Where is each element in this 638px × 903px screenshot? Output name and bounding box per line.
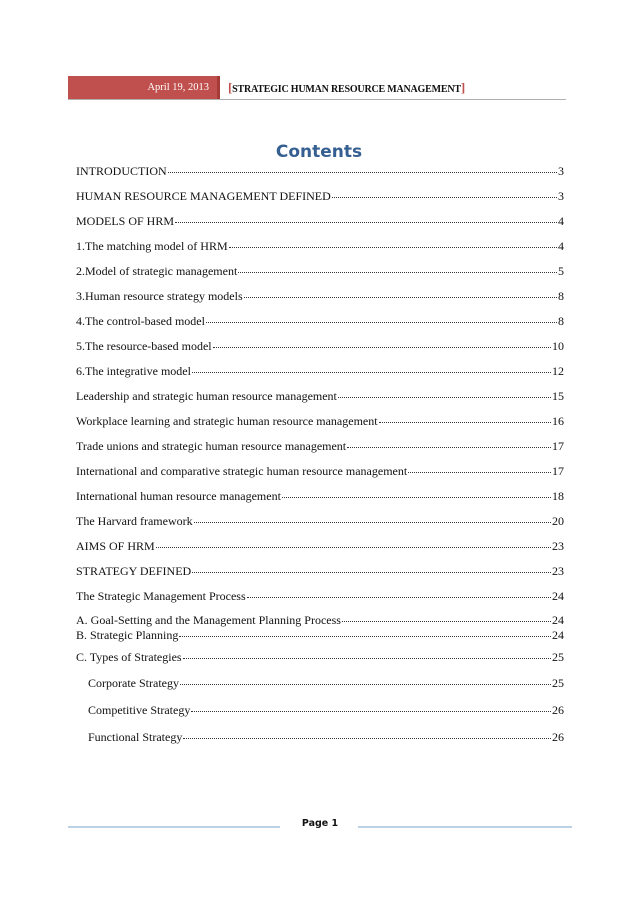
- toc-entry[interactable]: [76, 650, 564, 665]
- toc-entry[interactable]: [76, 464, 564, 479]
- toc-entry-title: AIMS OF HRM: [76, 539, 155, 553]
- toc-leader: [194, 512, 551, 523]
- toc-entry-page: 24: [552, 589, 564, 603]
- toc-leader: [192, 562, 551, 573]
- toc-entry[interactable]: [76, 264, 564, 279]
- toc-entry-title: 3.Human resource strategy models: [76, 289, 243, 303]
- toc-leader: [206, 312, 557, 323]
- header-rule: [68, 99, 566, 100]
- toc-entry[interactable]: [76, 439, 564, 454]
- toc-entry-page: 4: [558, 239, 564, 253]
- toc-leader: [347, 437, 551, 448]
- toc-entry[interactable]: [76, 364, 564, 379]
- toc-entry[interactable]: [76, 314, 564, 329]
- toc-leader: [192, 362, 551, 373]
- toc-entry[interactable]: [76, 514, 564, 529]
- header-date: April 19, 2013: [68, 76, 220, 99]
- toc-heading: Contents: [275, 142, 363, 162]
- toc-leader: [379, 412, 551, 423]
- toc-entry-title: The Harvard framework: [76, 514, 193, 528]
- toc-entry[interactable]: [76, 628, 564, 643]
- toc-leader: [338, 387, 551, 398]
- toc-entry-title: Leadership and strategic human resource management: [76, 389, 337, 403]
- toc-entry-title: HUMAN RESOURCE MANAGEMENT DEFINED: [76, 189, 331, 203]
- page-number: Page 1: [301, 818, 339, 829]
- toc-leader: [229, 237, 557, 248]
- toc-entry[interactable]: [76, 414, 564, 429]
- toc-entry-page: 20: [552, 514, 564, 528]
- toc-entry-page: 24: [552, 628, 564, 642]
- toc-leader: [408, 462, 551, 473]
- toc-entry-page: 23: [552, 539, 564, 553]
- page-header: [68, 76, 566, 100]
- toc-entry-title: International human resource management: [76, 489, 281, 503]
- toc-entry-page: 8: [558, 289, 564, 303]
- toc-leader: [244, 287, 557, 298]
- toc-entry-page: 8: [558, 314, 564, 328]
- toc-entry-title: Competitive Strategy: [88, 703, 191, 717]
- toc-entry[interactable]: [88, 703, 564, 718]
- toc-leader: [282, 487, 551, 498]
- toc-leader: [175, 212, 557, 223]
- toc-entry-page: 3: [558, 164, 564, 178]
- toc-leader: [213, 337, 551, 348]
- toc-leader: [156, 537, 551, 548]
- toc-entry-title: 1.The matching model of HRM: [76, 239, 228, 253]
- page-footer: [68, 818, 572, 838]
- toc-entry[interactable]: [76, 189, 564, 204]
- toc-entry-page: 25: [552, 676, 564, 690]
- toc-entry[interactable]: [76, 539, 564, 554]
- toc-entry[interactable]: [76, 389, 564, 404]
- toc-leader: [179, 626, 551, 637]
- toc-entry-title: C. Types of Strategies: [76, 650, 182, 664]
- toc-entry-title: A. Goal-Setting and the Management Planning Process: [76, 613, 341, 627]
- toc-entry[interactable]: [76, 239, 564, 254]
- toc-entry-page: 24: [552, 613, 564, 627]
- footer-rule-right: [358, 826, 572, 828]
- toc-entry[interactable]: [76, 289, 564, 304]
- toc-entry-page: 23: [552, 564, 564, 578]
- toc-entry-page: 5: [558, 264, 564, 278]
- toc-entry-title: 5.The resource-based model: [76, 339, 212, 353]
- toc-entry-page: 26: [552, 703, 564, 717]
- toc-leader: [332, 187, 557, 198]
- toc-entry-page: 17: [552, 439, 564, 453]
- toc-entry-page: 4: [558, 214, 564, 228]
- toc-entry-page: 16: [552, 414, 564, 428]
- toc-leader: [180, 674, 551, 685]
- header-bracket-open: [: [228, 80, 233, 95]
- toc-entry-title: 6.The integrative model: [76, 364, 191, 378]
- toc-entry-title: Trade unions and strategic human resource management: [76, 439, 347, 453]
- toc-entry-title: Functional Strategy: [88, 730, 183, 744]
- toc-entry-page: 12: [552, 364, 564, 378]
- toc-entry-title: 4.The control-based model: [76, 314, 205, 328]
- toc-entry[interactable]: [76, 589, 564, 604]
- toc-leader: [183, 728, 551, 739]
- toc-leader: [183, 648, 551, 659]
- toc-entry-page: 10: [552, 339, 564, 353]
- toc-entry-page: 3: [558, 189, 564, 203]
- toc-entry-title: STRATEGY DEFINED: [76, 564, 192, 578]
- toc-entry[interactable]: [76, 489, 564, 504]
- toc-leader: [238, 262, 557, 273]
- toc-entry-page: 18: [552, 489, 564, 503]
- header-title-block: [228, 76, 465, 99]
- toc-entry[interactable]: [76, 164, 564, 179]
- toc-entry-title: INTRODUCTION: [76, 164, 167, 178]
- toc-entry-page: 25: [552, 650, 564, 664]
- toc-entry[interactable]: [76, 214, 564, 229]
- toc-leader: [342, 611, 551, 622]
- toc-entry-title: International and comparative strategic human resource management: [76, 464, 408, 478]
- toc-entry[interactable]: [88, 676, 564, 691]
- toc-entry-title: 2.Model of strategic management: [76, 264, 238, 278]
- toc-entry-page: 26: [552, 730, 564, 744]
- toc-entry-title: MODELS OF HRM: [76, 214, 175, 228]
- toc-leader: [247, 587, 551, 598]
- toc-entry[interactable]: [76, 564, 564, 579]
- toc-entry-title: Workplace learning and strategic human resource management: [76, 414, 378, 428]
- toc-leader: [168, 162, 557, 173]
- header-title: STRATEGIC HUMAN RESOURCE MANAGEMENT: [232, 84, 461, 95]
- toc-leader: [191, 701, 551, 712]
- toc-entry-title: Corporate Strategy: [88, 676, 179, 690]
- header-bracket-close: ]: [460, 80, 465, 95]
- toc-entry[interactable]: [76, 339, 564, 354]
- toc-entry[interactable]: [88, 730, 564, 745]
- toc-entry-page: 15: [552, 389, 564, 403]
- toc-entry-page: 17: [552, 464, 564, 478]
- toc-entry-title: B. Strategic Planning: [76, 628, 179, 642]
- toc-entry-title: The Strategic Management Process: [76, 589, 246, 603]
